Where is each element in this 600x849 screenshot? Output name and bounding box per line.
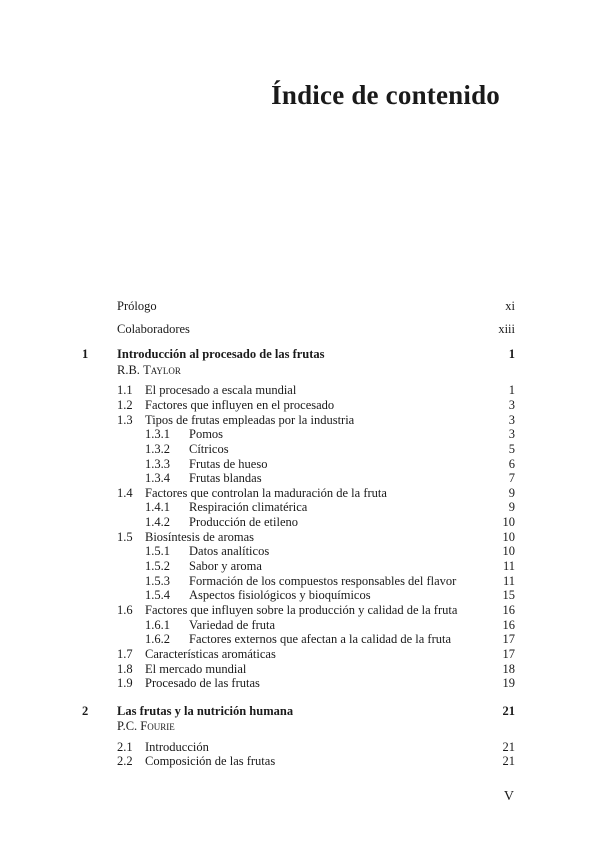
toc-subsection [0,471,600,485]
toc-entry-label: Prólogo [117,299,157,313]
toc-section [0,530,600,544]
chapter-page: 1 [508,347,515,361]
subsection-page: 15 [502,588,515,602]
chapter-1-heading [0,347,600,361]
section-page: 1 [508,383,515,397]
subsection-page: 11 [502,574,515,588]
section-number: 1.1 [117,383,133,397]
subsection-label: Sabor y aroma [189,559,262,573]
chapter-title: Introducción al procesado de las frutas [117,347,325,361]
toc-section [0,486,600,500]
toc-subsection [0,500,600,514]
toc-entry-prologo [0,299,600,313]
subsection-number: 1.6.1 [145,618,170,632]
section-number: 1.5 [117,530,133,544]
section-number: 1.3 [117,413,133,427]
toc-subsection [0,515,600,529]
toc-section [0,603,600,617]
subsection-page: 9 [508,500,515,514]
chapter-2-heading [0,704,600,718]
toc-subsection [0,618,600,632]
subsection-label: Datos analíticos [189,544,270,558]
toc-section [0,740,600,754]
author-surname: Fourie [140,719,175,733]
section-page: 17 [502,647,515,661]
subsection-page: 3 [508,427,515,441]
toc-section [0,754,600,768]
section-number: 1.7 [117,647,133,661]
page-folio: V [503,789,514,804]
section-number: 2.1 [117,740,133,754]
subsection-page: 5 [508,442,515,456]
subsection-label: Factores externos que afectan a la calidad de la fruta [189,632,452,646]
toc-subsection [0,442,600,456]
subsection-number: 1.5.2 [145,559,170,573]
subsection-number: 1.3.3 [145,457,170,471]
toc-section [0,398,600,412]
subsection-number: 1.3.4 [145,471,170,485]
section-number: 1.2 [117,398,133,412]
toc-subsection [0,544,600,558]
subsection-number: 1.3.2 [145,442,170,456]
subsection-label: Respiración climatérica [189,500,308,514]
subsection-page: 10 [502,515,515,529]
toc-section [0,383,600,397]
subsection-page: 17 [502,632,515,646]
toc-subsection [0,588,600,602]
section-number: 2.2 [117,754,133,768]
section-page: 3 [508,413,515,427]
section-label: El mercado mundial [145,662,247,676]
subsection-label: Variedad de fruta [189,618,276,632]
section-page: 3 [508,398,515,412]
chapter-2-author [117,719,175,733]
toc-section [0,662,600,676]
section-page: 10 [502,530,515,544]
subsection-label: Frutas de hueso [189,457,268,471]
subsection-label: Cítricos [189,442,229,456]
subsection-label: Aspectos fisiológicos y bioquímicos [189,588,371,602]
section-label: Características aromáticas [145,647,276,661]
chapter-number: 1 [82,347,89,361]
toc-section [0,647,600,661]
section-number: 1.8 [117,662,133,676]
section-label: Tipos de frutas empleadas por la industria [145,413,355,427]
subsection-number: 1.5.3 [145,574,170,588]
subsection-page: 16 [502,618,515,632]
chapter-number: 2 [82,704,89,718]
section-label: Procesado de las frutas [145,676,260,690]
section-number: 1.4 [117,486,133,500]
section-page: 21 [502,754,515,768]
subsection-number: 1.6.2 [145,632,170,646]
subsection-number: 1.3.1 [145,427,170,441]
subsection-label: Formación de los compuestos responsables del flavor [189,574,457,588]
chapter-1-author [117,363,181,377]
chapter-title: Las frutas y la nutrición humana [117,704,294,718]
subsection-page: 11 [502,559,515,573]
subsection-page: 7 [508,471,515,485]
author-initials: R.B. [117,363,140,377]
subsection-label: Producción de etileno [189,515,298,529]
subsection-page: 6 [508,457,515,471]
toc-subsection [0,427,600,441]
section-label: Introducción [145,740,209,754]
chapter-page: 21 [502,704,515,718]
subsection-number: 1.4.1 [145,500,170,514]
subsection-label: Pomos [189,427,224,441]
toc-entry-colaboradores [0,322,600,336]
toc-entry-label: Colaboradores [117,322,190,336]
author-initials: P.C. [117,719,138,733]
toc-subsection [0,559,600,573]
section-page: 21 [502,740,515,754]
toc-section [0,676,600,690]
toc-subsection [0,574,600,588]
section-label: Composición de las frutas [145,754,276,768]
section-page: 16 [502,603,515,617]
toc-section [0,413,600,427]
section-page: 18 [502,662,515,676]
section-label: Biosíntesis de aromas [145,530,255,544]
section-label: Factores que influyen sobre la producción y calidad de la fruta [145,603,458,617]
subsection-number: 1.5.4 [145,588,170,602]
subsection-number: 1.5.1 [145,544,170,558]
page-title: Índice de contenido [271,80,500,110]
subsection-number: 1.4.2 [145,515,170,529]
section-page: 9 [508,486,515,500]
toc-entry-page: xi [505,299,515,313]
section-number: 1.6 [117,603,133,617]
section-label: Factores que influyen en el procesado [145,398,335,412]
toc-entry-page: xiii [498,322,515,336]
subsection-page: 10 [502,544,515,558]
subsection-label: Frutas blandas [189,471,262,485]
author-surname: Taylor [143,363,181,377]
section-label: Factores que controlan la maduración de la fruta [145,486,387,500]
section-label: El procesado a escala mundial [145,383,297,397]
section-page: 19 [502,676,515,690]
toc-subsection [0,457,600,471]
section-number: 1.9 [117,676,133,690]
toc-subsection [0,632,600,646]
